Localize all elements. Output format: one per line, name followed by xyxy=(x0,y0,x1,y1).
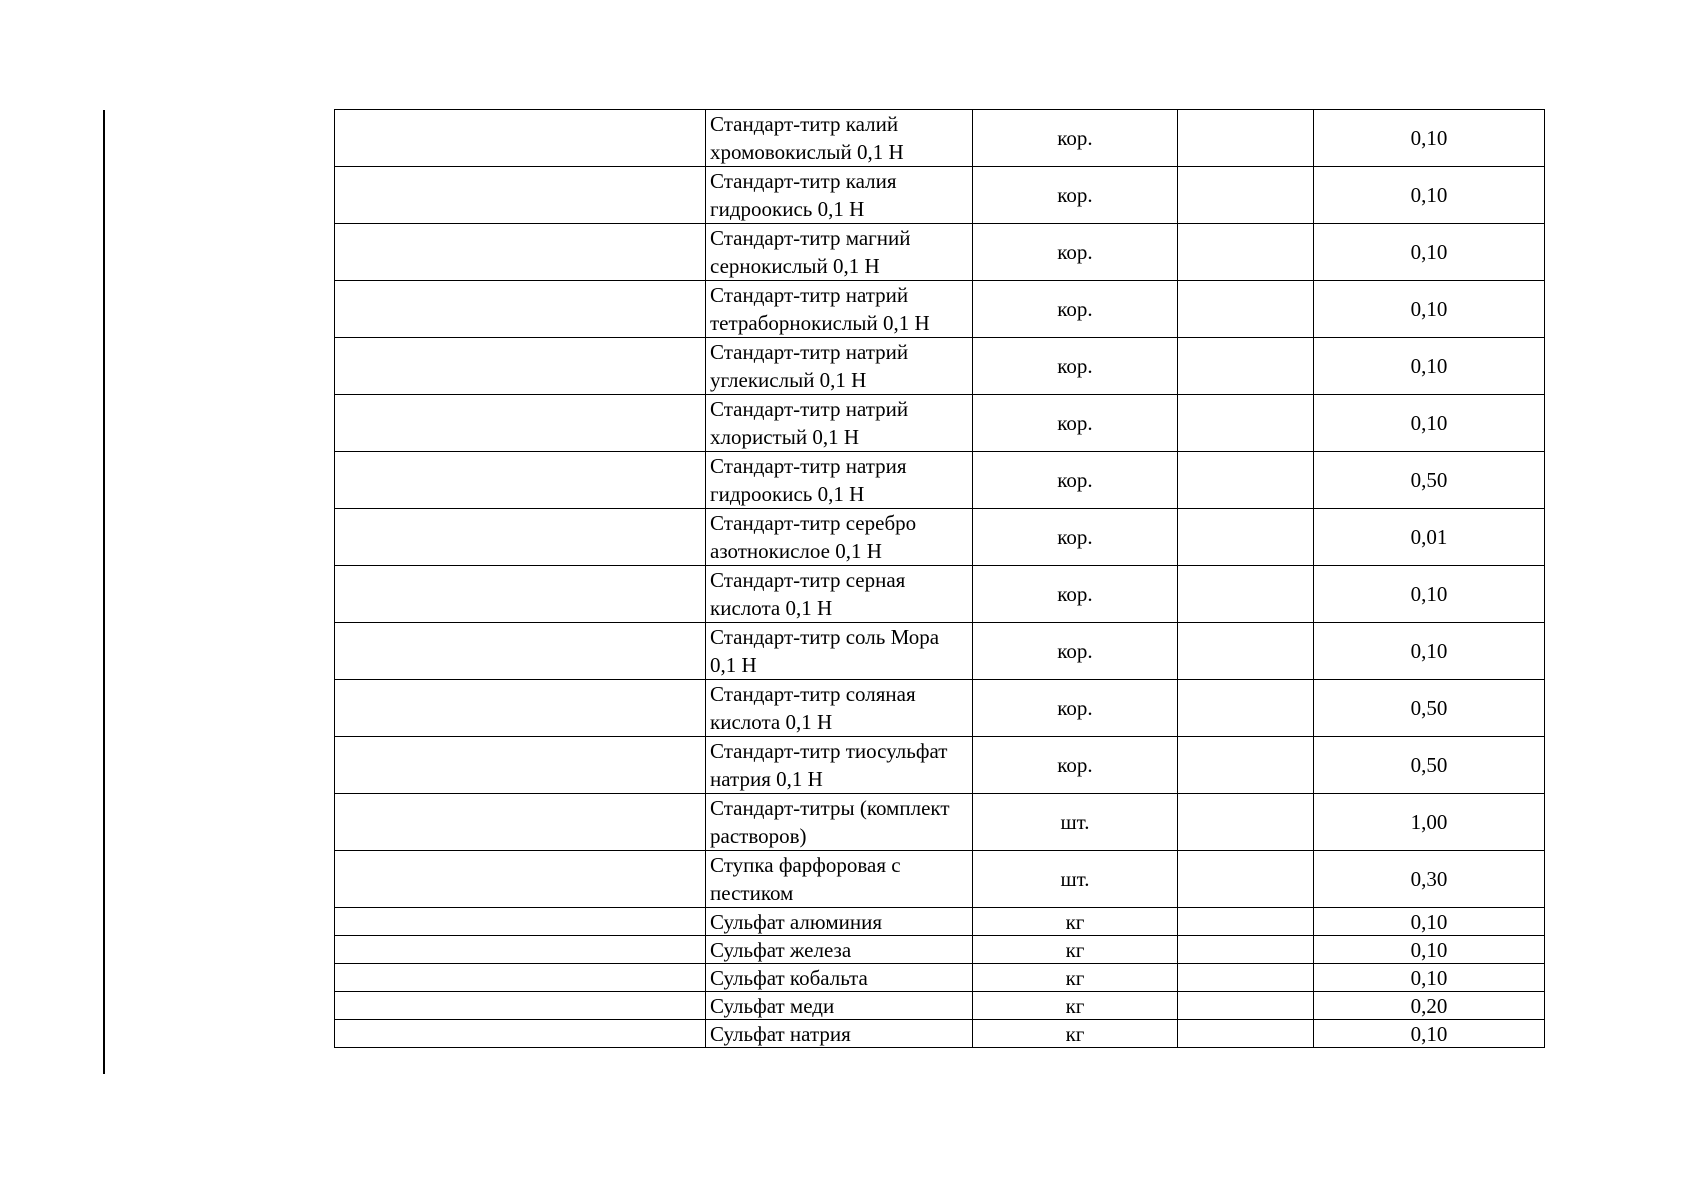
quantity-cell: 0,10 xyxy=(1314,623,1545,680)
blank-cell xyxy=(335,224,706,281)
quantity-cell: 0,10 xyxy=(1314,167,1545,224)
quantity-cell: 0,10 xyxy=(1314,964,1545,992)
page-margin-line xyxy=(103,110,105,1074)
items-table-body xyxy=(335,110,1545,1048)
table-row xyxy=(335,452,1545,509)
empty-cell xyxy=(1178,566,1314,623)
item-name-cell: Стандарт-титр натрий хлористый 0,1 Н xyxy=(706,395,973,452)
empty-cell xyxy=(1178,992,1314,1020)
item-name-cell: Стандарт-титр серебро азотнокислое 0,1 Н xyxy=(706,509,973,566)
table-row xyxy=(335,224,1545,281)
unit-cell: кор. xyxy=(973,167,1178,224)
quantity-cell: 0,30 xyxy=(1314,851,1545,908)
table-row xyxy=(335,566,1545,623)
empty-cell xyxy=(1178,737,1314,794)
item-name-cell: Ступка фарфоровая с пестиком xyxy=(706,851,973,908)
blank-cell xyxy=(335,992,706,1020)
unit-cell: кг xyxy=(973,936,1178,964)
item-name-cell: Стандарт-титр серная кислота 0,1 Н xyxy=(706,566,973,623)
unit-cell: кор. xyxy=(973,737,1178,794)
table-row xyxy=(335,908,1545,936)
blank-cell xyxy=(335,908,706,936)
unit-cell: кор. xyxy=(973,452,1178,509)
quantity-cell: 0,10 xyxy=(1314,908,1545,936)
quantity-cell: 0,10 xyxy=(1314,224,1545,281)
table-row xyxy=(335,964,1545,992)
blank-cell xyxy=(335,452,706,509)
unit-cell: кор. xyxy=(973,680,1178,737)
unit-cell: кор. xyxy=(973,566,1178,623)
item-name-cell: Стандарт-титр натрий углекислый 0,1 Н xyxy=(706,338,973,395)
table-row xyxy=(335,623,1545,680)
quantity-cell: 0,20 xyxy=(1314,992,1545,1020)
quantity-cell: 0,01 xyxy=(1314,509,1545,566)
blank-cell xyxy=(335,395,706,452)
blank-cell xyxy=(335,281,706,338)
quantity-cell: 0,10 xyxy=(1314,110,1545,167)
empty-cell xyxy=(1178,224,1314,281)
blank-cell xyxy=(335,509,706,566)
unit-cell: кг xyxy=(973,992,1178,1020)
empty-cell xyxy=(1178,964,1314,992)
empty-cell xyxy=(1178,794,1314,851)
item-name-cell: Стандарт-титр магний сернокислый 0,1 Н xyxy=(706,224,973,281)
empty-cell xyxy=(1178,680,1314,737)
item-name-cell: Сульфат меди xyxy=(706,992,973,1020)
items-table xyxy=(334,109,1545,1048)
quantity-cell: 0,10 xyxy=(1314,281,1545,338)
table-row xyxy=(335,794,1545,851)
blank-cell xyxy=(335,167,706,224)
blank-cell xyxy=(335,794,706,851)
empty-cell xyxy=(1178,452,1314,509)
table-row xyxy=(335,680,1545,737)
unit-cell: кор. xyxy=(973,623,1178,680)
item-name-cell: Стандарт-титр натрий тетраборнокислый 0,1 Н xyxy=(706,281,973,338)
quantity-cell: 0,10 xyxy=(1314,936,1545,964)
table-row xyxy=(335,737,1545,794)
unit-cell: кг xyxy=(973,908,1178,936)
table-row xyxy=(335,281,1545,338)
unit-cell: кор. xyxy=(973,509,1178,566)
unit-cell: шт. xyxy=(973,794,1178,851)
quantity-cell: 0,10 xyxy=(1314,338,1545,395)
quantity-cell: 0,10 xyxy=(1314,395,1545,452)
empty-cell xyxy=(1178,908,1314,936)
table-row xyxy=(335,395,1545,452)
table-row xyxy=(335,338,1545,395)
empty-cell xyxy=(1178,167,1314,224)
item-name-cell: Сульфат натрия xyxy=(706,1020,973,1048)
unit-cell: кор. xyxy=(973,338,1178,395)
blank-cell xyxy=(335,851,706,908)
unit-cell: кор. xyxy=(973,110,1178,167)
blank-cell xyxy=(335,737,706,794)
item-name-cell: Стандарт-титр калий хромовокислый 0,1 Н xyxy=(706,110,973,167)
item-name-cell: Стандарт-титр калия гидроокись 0,1 Н xyxy=(706,167,973,224)
item-name-cell: Сульфат алюминия xyxy=(706,908,973,936)
unit-cell: шт. xyxy=(973,851,1178,908)
item-name-cell: Стандарт-титр тиосульфат натрия 0,1 Н xyxy=(706,737,973,794)
blank-cell xyxy=(335,936,706,964)
empty-cell xyxy=(1178,851,1314,908)
table-row xyxy=(335,936,1545,964)
quantity-cell: 0,10 xyxy=(1314,1020,1545,1048)
empty-cell xyxy=(1178,110,1314,167)
unit-cell: кор. xyxy=(973,224,1178,281)
empty-cell xyxy=(1178,338,1314,395)
item-name-cell: Стандарт-титр соляная кислота 0,1 Н xyxy=(706,680,973,737)
quantity-cell: 0,10 xyxy=(1314,566,1545,623)
empty-cell xyxy=(1178,1020,1314,1048)
blank-cell xyxy=(335,680,706,737)
blank-cell xyxy=(335,566,706,623)
quantity-cell: 0,50 xyxy=(1314,452,1545,509)
empty-cell xyxy=(1178,623,1314,680)
blank-cell xyxy=(335,964,706,992)
empty-cell xyxy=(1178,281,1314,338)
quantity-cell: 0,50 xyxy=(1314,680,1545,737)
table-row xyxy=(335,509,1545,566)
item-name-cell: Сульфат железа xyxy=(706,936,973,964)
item-name-cell: Стандарт-титр натрия гидроокись 0,1 Н xyxy=(706,452,973,509)
blank-cell xyxy=(335,623,706,680)
unit-cell: кор. xyxy=(973,281,1178,338)
item-name-cell: Стандарт-титры (комплект растворов) xyxy=(706,794,973,851)
empty-cell xyxy=(1178,509,1314,566)
quantity-cell: 0,50 xyxy=(1314,737,1545,794)
unit-cell: кг xyxy=(973,964,1178,992)
table-row xyxy=(335,851,1545,908)
blank-cell xyxy=(335,338,706,395)
item-name-cell: Стандарт-титр соль Мора 0,1 Н xyxy=(706,623,973,680)
unit-cell: кг xyxy=(973,1020,1178,1048)
empty-cell xyxy=(1178,936,1314,964)
blank-cell xyxy=(335,1020,706,1048)
table-row xyxy=(335,992,1545,1020)
quantity-cell: 1,00 xyxy=(1314,794,1545,851)
empty-cell xyxy=(1178,395,1314,452)
table-row xyxy=(335,1020,1545,1048)
table-row xyxy=(335,110,1545,167)
table-row xyxy=(335,167,1545,224)
unit-cell: кор. xyxy=(973,395,1178,452)
item-name-cell: Сульфат кобальта xyxy=(706,964,973,992)
blank-cell xyxy=(335,110,706,167)
